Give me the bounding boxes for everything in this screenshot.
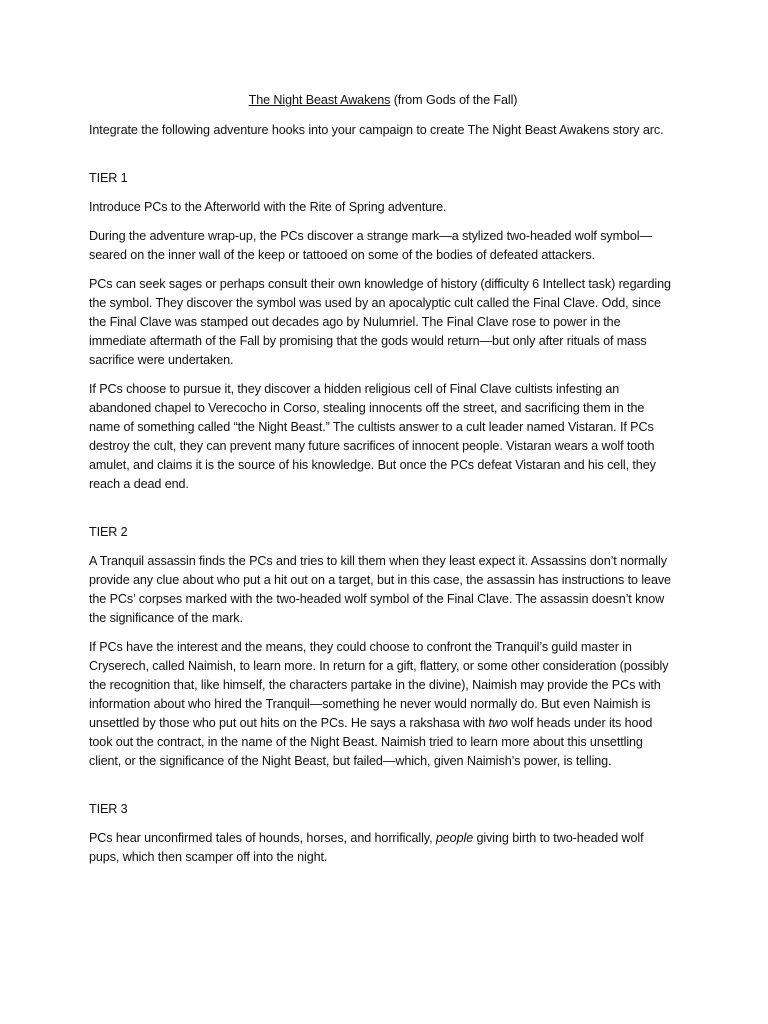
tier2-paragraph-1: A Tranquil assassin finds the PCs and tries to kill them when they least expect it. Assassins don’t normally provide any clue about who put a hit out on a target, but in this case, the assassin has instructions to leave the PCs’ corpses marked with the two-headed wolf symbol of the Final Clave. The assassin doesn’t know the significance of the mark. xyxy=(89,554,671,625)
tier3-heading: TIER 3 xyxy=(89,802,128,816)
tier1-paragraph-1: Introduce PCs to the Afterworld with the Rite of Spring adventure. xyxy=(89,200,447,214)
tier1-heading: TIER 1 xyxy=(89,171,128,185)
tier3-paragraph-1-start: PCs hear unconfirmed tales of hounds, horses, and horrifically, xyxy=(89,831,436,845)
intro-paragraph: Integrate the following adventure hooks into your campaign to create The Night Beast Awakens story arc. xyxy=(89,123,664,137)
spacer xyxy=(89,504,677,523)
title-main: The Night Beast Awakens xyxy=(248,93,391,107)
spacer xyxy=(89,150,677,169)
document-page xyxy=(89,91,677,877)
tier2-paragraph-2-start: If PCs have the interest and the means, they could choose to confront the Tranquil’s guild master in Cryserech, called Naimish, to learn more. In return for a gift, flattery, or some other consideration (possibly the recognition that, like himself, the characters partake in the divine), Naimish may provide the PCs with information about who hired the Tranquil—something he never would normally do. But even Naimish is unsettled by those who put out hits on the PCs. He says a rakshasa with xyxy=(89,640,669,730)
tier2-heading: TIER 2 xyxy=(89,525,128,539)
tier3-paragraph-1-end: giving birth to two-headed wolf pups, which then scamper off into the night. xyxy=(89,831,644,864)
tier1-paragraph-4: If PCs choose to pursue it, they discover a hidden religious cell of Final Clave cultists infesting an abandoned chapel to Verecocho in Corso, stealing innocents off the street, and sacrificing them in the name of something called “the Night Beast.” The cultists answer to a cult leader named Vistaran. If PCs destroy the cult, they can prevent many future sacrifices of innocent people. Vistaran wears a wolf tooth amulet, and claims it is the source of his knowledge. But once the PCs defeat Vistaran and his cell, they reach a dead end. xyxy=(89,382,656,491)
tier3-paragraph-1 xyxy=(89,829,677,867)
title-suffix: (from Gods of the Fall) xyxy=(390,93,518,107)
tier2-paragraph-2 xyxy=(89,638,677,771)
tier3-paragraph-1-emphasis: people xyxy=(435,831,474,845)
spacer xyxy=(89,781,677,800)
document-title xyxy=(89,91,677,110)
tier1-paragraph-2: During the adventure wrap-up, the PCs discover a strange mark—a stylized two-headed wolf symbol—seared on the inner wall of the keep or tattooed on some of the bodies of defeated attackers. xyxy=(89,229,652,262)
tier2-paragraph-2-end: wolf heads under its hood took out the contract, in the name of the Night Beast. Naimish tried to learn more about this unsettling client, or the significance of the Night Beast, but failed—which, given Naimish’s power, is telling. xyxy=(89,716,653,768)
tier1-paragraph-3: PCs can seek sages or perhaps consult their own knowledge of history (difficulty 6 Intellect task) regarding the symbol. They discover the symbol was used by an apocalyptic cult called the Final Clave. Odd, since the Final Clave was stamped out decades ago by Nulumriel. The Final Clave rose to power in the immediate aftermath of the Fall by promising that the gods would return—but only after rituals of mass sacrifice were undertaken. xyxy=(89,277,671,367)
tier2-paragraph-2-emphasis: two xyxy=(488,716,508,730)
